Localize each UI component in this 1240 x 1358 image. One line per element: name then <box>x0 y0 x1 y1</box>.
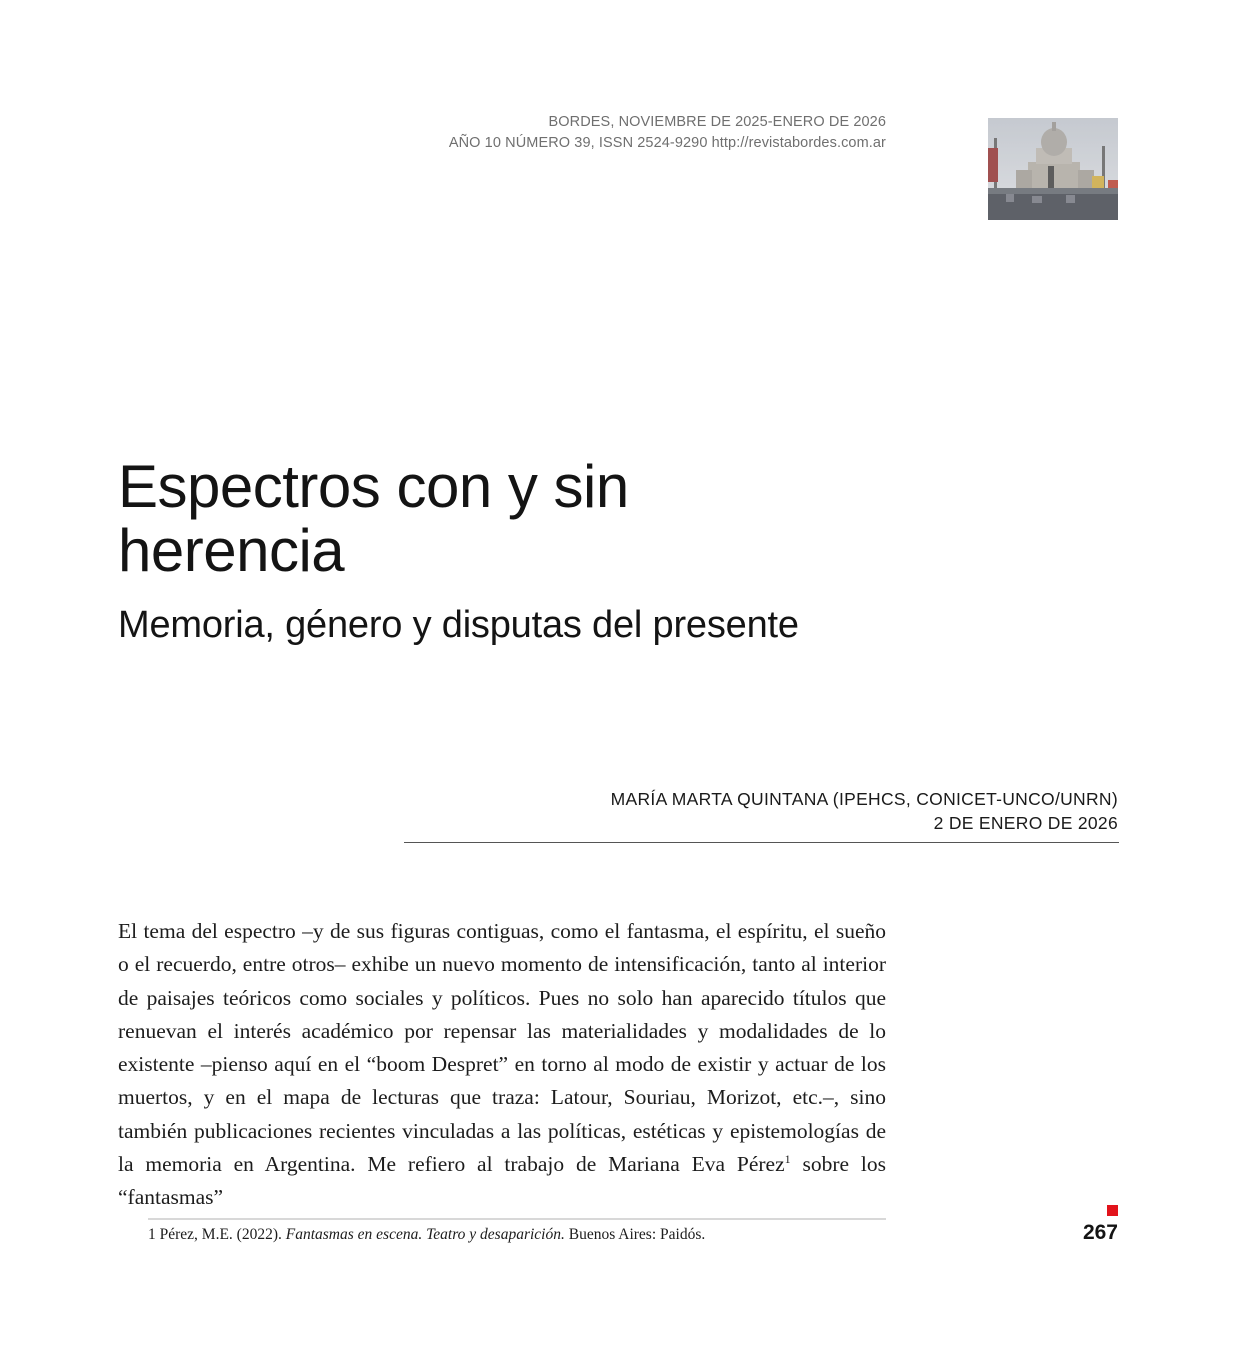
page-accent-square <box>1107 1205 1118 1216</box>
journal-header <box>380 112 886 154</box>
congress-building-photo-icon <box>988 118 1118 220</box>
article-title <box>118 455 1018 583</box>
footnote-number: 1 <box>148 1226 156 1243</box>
publication-date: 2 DE ENERO DE 2026 <box>933 813 1118 833</box>
footnote-author: Pérez, M.E. (2022). <box>159 1226 286 1243</box>
byline <box>404 787 1118 835</box>
title-line-1: Espectros con y sin <box>118 453 629 520</box>
body-text-after-ref: sobre los “fantasmas” <box>118 1152 886 1210</box>
page-number: 267 <box>1082 1221 1118 1244</box>
title-line-2: herencia <box>118 517 345 584</box>
journal-issue-line: BORDES, NOVIEMBRE DE 2025-ENERO DE 2026 <box>548 114 886 130</box>
footnote <box>148 1224 886 1246</box>
journal-issn-line: AÑO 10 NÚMERO 39, ISSN 2524-9290 http://revistabordes.com.ar <box>448 135 886 151</box>
byline-divider <box>404 842 1119 843</box>
article-heading <box>118 455 1018 647</box>
author-name: MARÍA MARTA QUINTANA (IPEHCS, CONICET-UNCO/UNRN) <box>610 789 1118 809</box>
footnote-reference[interactable]: 1 <box>784 1152 791 1167</box>
cover-photo-thumbnail <box>988 118 1118 220</box>
footnote-divider <box>148 1218 886 1220</box>
article-subtitle: Memoria, género y disputas del presente <box>118 604 799 646</box>
footnote-publisher: Buenos Aires: Paidós. <box>564 1226 706 1243</box>
body-text-before-ref: El tema del espectro –y de sus figuras contiguas, como el fantasma, el espíritu, el sueño o el recuerdo, entre otros– exhibe un nuevo momento de intensificación, tanto al interior de paisajes teóricos como sociales y políticos. Pues no solo han aparecido títulos que renuevan el interés académico por repensar las materialidades y modalidades de lo existente –pienso aquí en el “boom Despret” en torno al modo de existir y actuar de los muertos, y en el mapa de lecturas que traza: Latour, Souriau, Morizot, etc.–, sino también publicaciones recientes vinculadas a las políticas, estéticas y epistemologías de la memoria en Argentina. Me refiero al trabajo de Mariana Eva Pérez <box>118 919 886 1177</box>
footnote-title: Fantasmas en escena. Teatro y desaparición. <box>285 1226 565 1243</box>
body-paragraph <box>118 915 886 1215</box>
